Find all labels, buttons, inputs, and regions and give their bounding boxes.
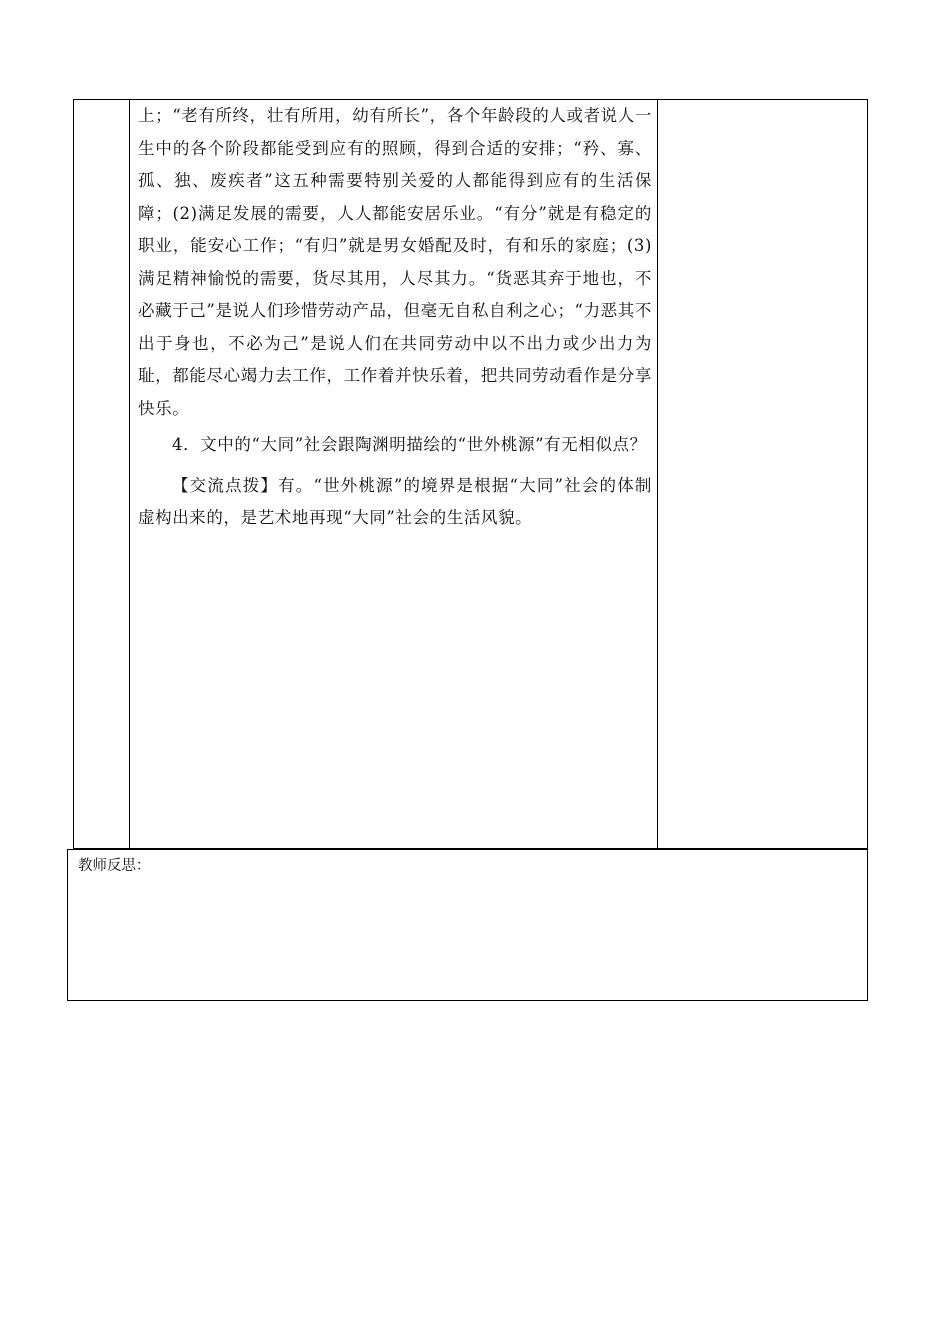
right-column-divider xyxy=(657,100,658,848)
discussion-hint-answer: 【交流点拨】有。“世外桃源”的境界是根据“大同”社会的体制虚构出来的，是艺术地再现“大同”社会的生活风貌。 xyxy=(138,475,652,527)
left-column-divider xyxy=(129,100,130,848)
teacher-reflection-label: 教师反思： xyxy=(78,858,151,874)
teacher-reflection-box xyxy=(67,849,868,1001)
lesson-plan-table xyxy=(73,99,868,849)
answer-paragraph-continued: 上；“老有所终，壮有所用，幼有所长”，各个年龄段的人或者说人一生中的各个阶段都能受到应有的照顾，得到合适的安排；“矜、寡、孤、独、废疾者”这五种需要特别关爱的人都能得到应有的生活保障；(2)满足发展的需要，人人都能安居乐业。“有分”就是有稳定的职业，能安心工作；“有归”就是男女婚配及时，有和乐的家庭；(3)满足精神愉悦的需要，货尽其用，人尽其力。“货恶其弃于地也，不必藏于己”是说人们珍惜劳动产品，但毫无自私自利之心；“力恶其不出于身也，不必为己”是说人们在共同劳动中以不出力或少出力为耻，都能尽心竭力去工作，工作着并快乐着，把共同劳动看作是分享快乐。 xyxy=(138,106,652,418)
question-4: 4．文中的“大同”社会跟陶渊明描绘的“世外桃源”有无相似点？ xyxy=(172,435,647,454)
lesson-content-cell xyxy=(138,100,652,535)
